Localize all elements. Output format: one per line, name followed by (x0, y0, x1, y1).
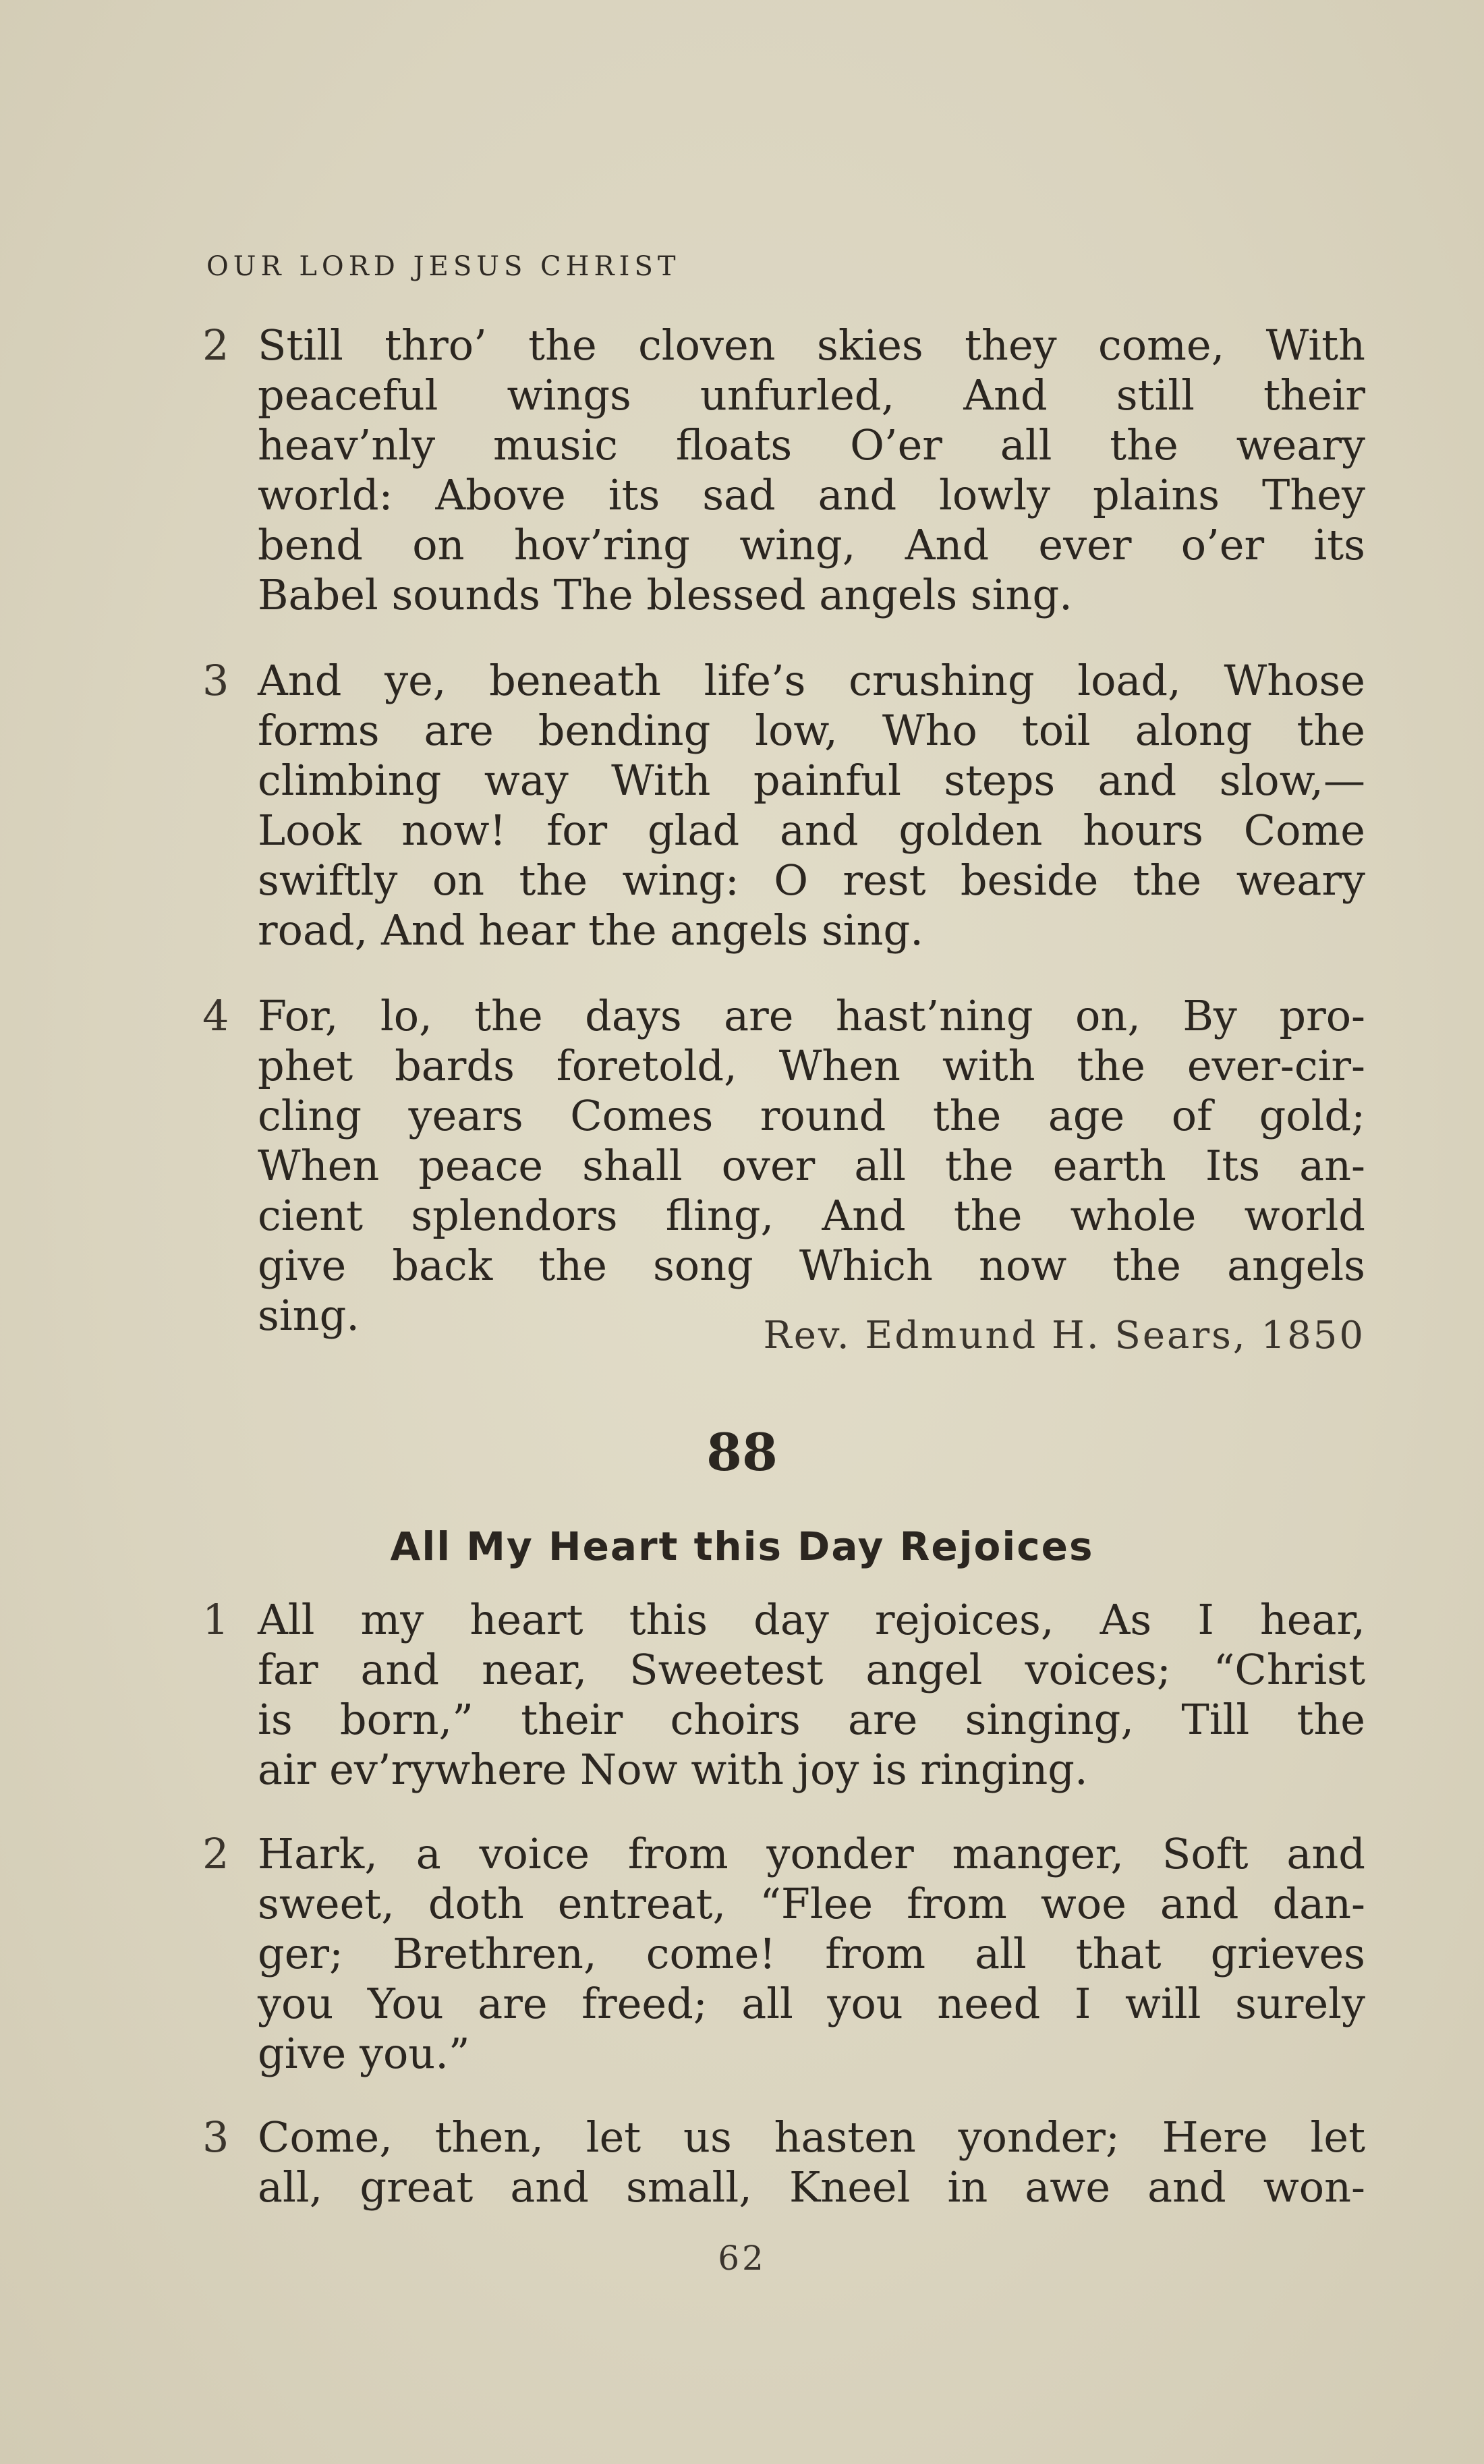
verse-line: swiftly on the wing: O rest beside the weary (258, 856, 1365, 905)
verse-line: cling years Comes round the age of gold; (258, 1091, 1365, 1140)
verse-text (258, 1595, 1365, 1795)
verse-number: 4 (202, 991, 229, 1040)
verse-text (258, 2112, 1365, 2212)
verse-text (258, 1829, 1365, 2079)
verse-text (258, 991, 1365, 1341)
verse-line: you You are freed; all you need I will surely (258, 1979, 1365, 2028)
hymn-title: All My Heart this Day Rejoices (390, 1523, 1094, 1569)
verse-line: sweet, doth entreat, “Flee from woe and dan- (258, 1879, 1365, 1928)
verse-line: road, And hear the angels sing. (258, 905, 923, 955)
verse-line: heav’nly music floats O’er all the weary (258, 420, 1365, 470)
verse-line: give back the song Which now the angels (258, 1241, 1365, 1290)
verse-line: air ev’rywhere Now with joy is ringing. (258, 1745, 1088, 1794)
verse-line: When peace shall over all the earth Its an- (258, 1141, 1365, 1190)
verse-line: peaceful wings unfurled, And still their (258, 370, 1365, 420)
verse-number: 3 (202, 656, 229, 705)
verse-line: ger; Brethren, come! from all that grieves (258, 1929, 1365, 1978)
verse-number: 2 (202, 1829, 229, 1878)
verse-line: phet bards foretold, When with the ever-cir- (258, 1041, 1365, 1090)
verse-line: All my heart this day rejoices, As I hear, (258, 1595, 1365, 1644)
hymn-88-verse-2 (202, 1829, 1365, 2079)
verse-line: Still thro’ the cloven skies they come, With (258, 320, 1365, 370)
verse-number: 2 (202, 320, 229, 370)
verse-line: bend on hov’ring wing, And ever o’er its (258, 520, 1365, 569)
running-head: OUR LORD JESUS CHRIST (206, 251, 681, 282)
hymn-87-verse-3 (202, 656, 1365, 955)
verse-number: 3 (202, 2112, 229, 2162)
verse-line: For, lo, the days are hast’ning on, By pro- (258, 991, 1365, 1040)
verse-number: 1 (202, 1595, 229, 1644)
hymn-attribution: Rev. Edmund H. Sears, 1850 (763, 1314, 1365, 1357)
verse-line: Look now! for glad and golden hours Come (258, 806, 1365, 855)
verse-line: is born,” their choirs are singing, Till the (258, 1695, 1365, 1744)
hymn-87-verse-2 (202, 320, 1365, 620)
page-number: 62 (718, 2239, 766, 2278)
hymn-87-verse-4 (202, 991, 1365, 1341)
verse-line: sing. (258, 1291, 360, 1340)
verse-line: give you.” (258, 2029, 470, 2078)
verse-line: forms are bending low, Who toil along the (258, 706, 1365, 755)
verse-line: Hark, a voice from yonder manger, Soft and (258, 1829, 1365, 1878)
hymn-88-verse-3 (202, 2112, 1365, 2212)
verse-line: cient splendors fling, And the whole world (258, 1191, 1365, 1240)
verse-text (258, 320, 1365, 620)
verse-text (258, 656, 1365, 955)
hymn-88-verse-1 (202, 1595, 1365, 1795)
hymn-number: 88 (706, 1422, 778, 1482)
verse-line: all, great and small, Kneel in awe and won- (258, 2162, 1365, 2212)
verse-line: And ye, beneath life’s crushing load, Whose (258, 656, 1365, 705)
verse-line: world: Above its sad and lowly plains They (258, 470, 1365, 520)
verse-line: Babel sounds The blessed angels sing. (258, 570, 1073, 619)
verse-line: Come, then, let us hasten yonder; Here let (258, 2112, 1365, 2162)
verse-line: climbing way With painful steps and slow,— (258, 756, 1365, 805)
verse-line: far and near, Sweetest angel voices; “Christ (258, 1645, 1365, 1694)
